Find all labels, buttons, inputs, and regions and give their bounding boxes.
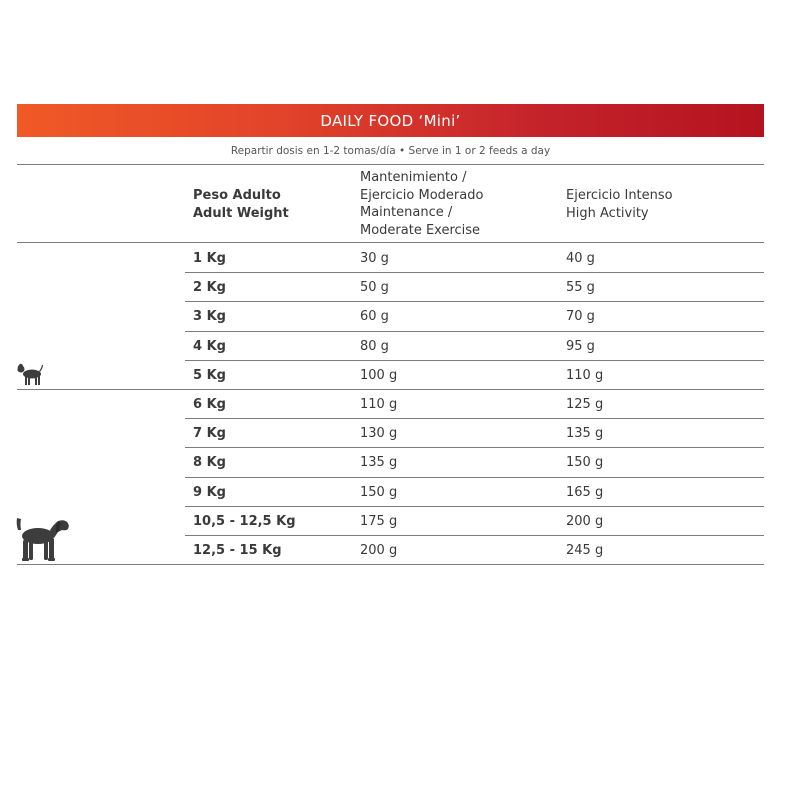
cell-maintenance: 135 g (360, 455, 398, 471)
header-high-en: High Activity (566, 205, 649, 221)
row-rule (185, 360, 764, 361)
cell-weight: 1 Kg (193, 251, 226, 266)
cell-high-activity: 165 g (566, 484, 604, 500)
cell-weight: 4 Kg (193, 338, 226, 354)
header-maintenance-line: Ejercicio Moderado (360, 187, 484, 203)
row-rule (185, 447, 764, 448)
cell-weight: 12,5 - 15 Kg (193, 543, 282, 558)
header-weight-es: Peso Adulto (193, 188, 281, 203)
banner-title: DAILY FOOD ‘Mini’ (320, 111, 461, 130)
cell-maintenance: 50 g (360, 280, 389, 296)
cell-weight: 10,5 - 12,5 Kg (193, 513, 296, 529)
header-high-es: Ejercicio Intenso (566, 188, 673, 203)
serving-note: Repartir dosis en 1-2 tomas/día • Serve in 1 or 2 feeds a day (230, 145, 551, 157)
cell-weight: 9 Kg (193, 484, 226, 500)
row-rule (185, 418, 764, 419)
title-banner (17, 104, 764, 137)
cell-weight: 2 Kg (193, 280, 226, 296)
row-rule (185, 272, 764, 273)
row-rule (185, 506, 764, 507)
cell-maintenance: 110 g (360, 397, 398, 412)
top-rule (17, 164, 764, 165)
cell-high-activity: 125 g (566, 397, 604, 412)
cell-maintenance: 130 g (360, 426, 398, 442)
cell-high-activity: 110 g (566, 367, 604, 383)
cell-maintenance: 30 g (360, 251, 389, 266)
small-dog-icon (16, 361, 44, 387)
cell-high-activity: 95 g (566, 338, 595, 354)
cell-weight: 8 Kg (193, 455, 226, 471)
cell-maintenance: 100 g (360, 367, 398, 383)
row-rule (185, 477, 764, 478)
cell-high-activity: 55 g (566, 280, 595, 296)
cell-high-activity: 150 g (566, 455, 604, 471)
cell-high-activity: 200 g (566, 513, 604, 529)
cell-high-activity: 135 g (566, 426, 604, 442)
cell-high-activity: 245 g (566, 543, 604, 558)
cell-weight: 3 Kg (193, 309, 226, 325)
header-maintenance-line: Mantenimiento / (360, 170, 467, 185)
cell-weight: 5 Kg (193, 367, 226, 383)
header-high-activity (566, 187, 673, 222)
header-maintenance (360, 169, 483, 239)
header-rule (17, 242, 764, 243)
header-weight-en: Adult Weight (193, 205, 289, 221)
cell-maintenance: 80 g (360, 338, 389, 354)
cell-high-activity: 40 g (566, 251, 595, 266)
cell-maintenance: 200 g (360, 543, 398, 558)
row-rule (185, 301, 764, 302)
group-rule (17, 389, 764, 390)
cell-maintenance: 175 g (360, 513, 398, 529)
cell-high-activity: 70 g (566, 309, 595, 325)
group-rule (17, 564, 764, 565)
cell-weight: 7 Kg (193, 426, 226, 442)
header-maintenance-line: Moderate Exercise (360, 222, 481, 238)
header-weight (193, 187, 289, 222)
row-rule (185, 331, 764, 332)
beagle-dog-icon (16, 516, 70, 562)
cell-maintenance: 150 g (360, 484, 398, 500)
cell-weight: 6 Kg (193, 397, 226, 412)
header-maintenance-line: Maintenance / (360, 205, 453, 220)
cell-maintenance: 60 g (360, 309, 389, 325)
row-rule (185, 535, 764, 536)
